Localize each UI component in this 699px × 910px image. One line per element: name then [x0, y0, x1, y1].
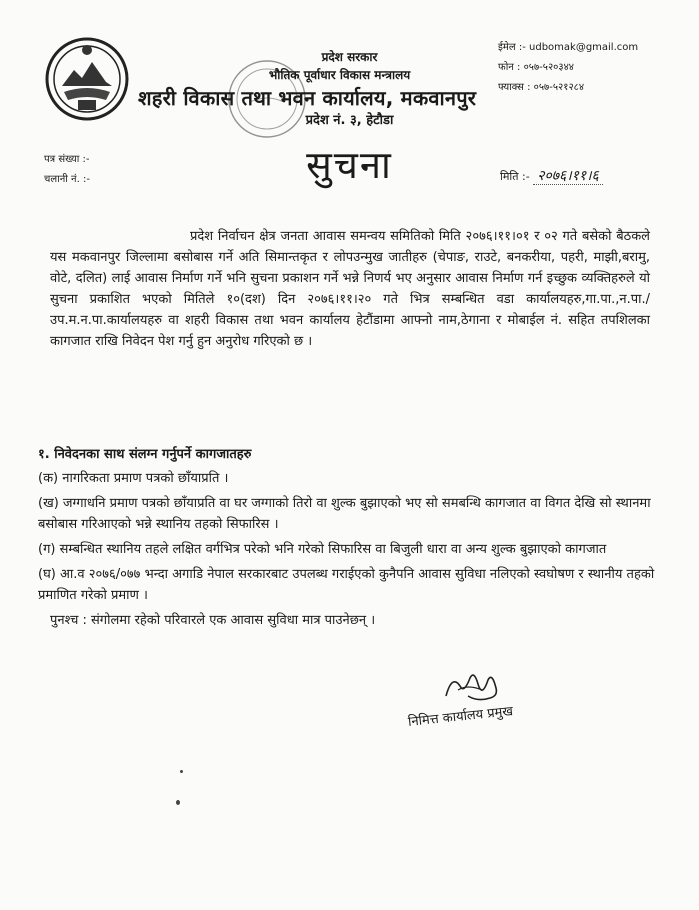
contact-phone: फोन : ०५७-५२०३४४ [498, 62, 574, 73]
date-field [500, 166, 603, 185]
contact-fax: फ्याक्स : ०५७-५२१२८४ [498, 82, 585, 93]
requirement-item: (घ) आ.व २०७६/०७७ भन्दा अगाडि नेपाल सरकारबाट उपलब्ध गराईएको कुनैपनि आवास सुविधा नलिएको स्वघोषण र स्थानीय तहको प्रमाणित गरेको प्रमाण । [38, 567, 655, 603]
notice-title: सुचना [306, 143, 393, 187]
scan-speck [176, 800, 180, 805]
requirements-heading: १. निवेदनका साथ संलग्न गर्नुपर्ने कागजातहरु [38, 447, 252, 462]
requirements-section [38, 444, 668, 631]
letter-number-label: पत्र संख्या :- [44, 154, 90, 165]
date-value: २०७६।११।६ [533, 168, 603, 185]
requirement-item: (ख) जग्गाधनि प्रमाण पत्रको छाँयाप्रति वा घर जग्गाको तिरो वा शुल्क बुझाएको भए सो समबन्धि कागजात वा विगत देखि सो स्थानमा बसोबास गरिआएको भन्ने स्थानिय तहको सिफारिस । [38, 496, 651, 532]
header-province: प्रदेश नं. ३, हेटौडा [305, 113, 394, 128]
contact-block [498, 38, 638, 98]
postscript-note: पुनश्च : संगोलमा रहेको परिवारले एक आवास सुविधा मात्र पाउनेछन् । [50, 613, 376, 628]
date-label: मिति :- [500, 170, 530, 183]
requirement-item: (क) नागरिकता प्रमाण पत्रको छाँयाप्रति । [38, 471, 229, 486]
header-office-name: शहरी विकास तथा भवन कार्यालय, मकवानपुर [138, 86, 477, 110]
dispatch-number-label: चलानी नं. :- [44, 174, 90, 185]
notice-body: प्रदेश निर्वाचन क्षेत्र जनता आवास समन्वय समितिको मिति २०७६।११।०१ र ०२ गते बसेको बैठकले यस मकवानपुर जिल्लामा बसोबास गर्ने अति सिमान्तकृत र लोपउन्मुख जातीहरु (चेपाङ, राउटे, बनकरीया, पहरी, माझी,बरामु, वोटे, दलित) लाई आवास निर्माण गर्ने भनि सुचना प्रकाशन गर्ने भन्ने निणर्य भए अनुसार आवास निर्माण गर्न इच्छुक व्यक्तिहरुले यो सुचना प्रकाशित भएको मितिले १०(दश) दिन २०७६।११।२० गते भित्र सम्बन्धित वडा कार्यालयहरु,गा.पा.,न.पा./उप.म.न.पा.कार्यालयहरु वा शहरी विकास तथा भवन कार्यालय हेटौंडामा आफ्नो नाम,ठेगाना र मोबाईल नं. सहित तपशिलका कागजात राखि निवेदन पेश गर्नु हुन अनुरोध गरिएको छ । [50, 229, 650, 349]
header-ministry: भौतिक पूर्वाधार विकास मन्त्रालय [268, 68, 411, 82]
contact-email: ईमेल :- udbomak@gmail.com [498, 42, 639, 53]
scan-speck [180, 770, 183, 773]
signature-mark [438, 668, 508, 706]
header-government: प्रदेश सरकार [321, 50, 378, 64]
requirement-item: (ग) सम्बन्धित स्थानिय तहले लक्षित वर्गभित्र परेको भनि गरेको सिफारिस वा बिजुली धारा वा अन्य शुल्क बुझाएको कागजात [38, 542, 607, 557]
signatory-title: निमित्त कार्यालय प्रमुख [407, 704, 514, 730]
